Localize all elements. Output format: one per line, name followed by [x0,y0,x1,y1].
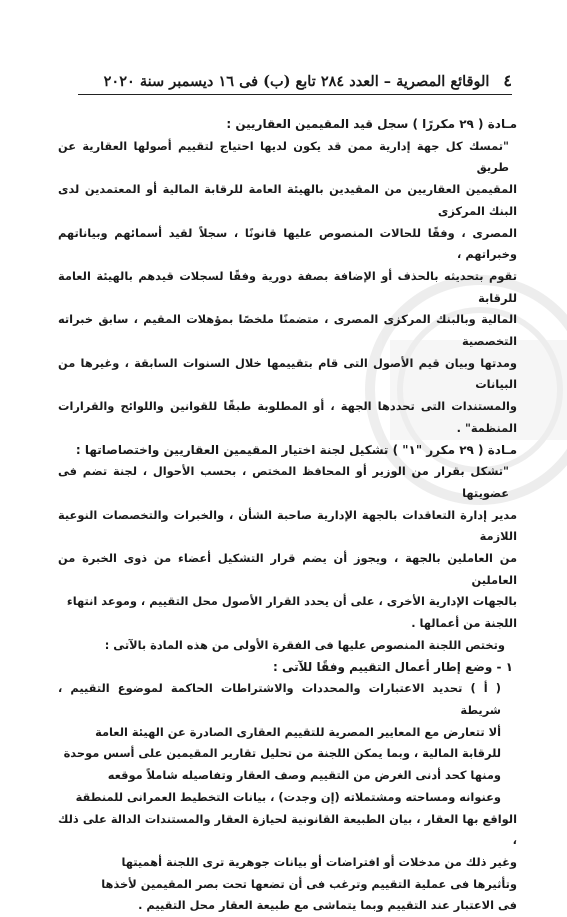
paragraph-line: اللجنة من أعمالها . [411,616,517,631]
article-29-bis-heading: مـادة ( ٢٩ مكررًا ) سجل قيد المقيمين العقاريين : [226,117,517,131]
item-1a-line: فى الاعتبار عند التقييم وبما يتماشى مع طبيعة العقار محل التقييم . [138,898,517,913]
page-header [78,62,512,90]
paragraph-line: تقوم بتحديثه بالحذف أو الإضافة بصفة دورية وفقًا لسجلات قيدهم بالهيئة العامة للرقابة [58,268,517,305]
article-29-bis1-heading: مـادة ( ٢٩ مكرر "١" ) تشكيل لجنة اختيار المقيمين العقاريين واختصاصاتها : [75,442,517,457]
item-1-heading: ١ - وضع إطار أعمال التقييم وفقًا للآتى : [273,659,513,674]
item-1a-line: ( أ ) تحديد الاعتبارات والمحددات والاشتراطات الحاكمة لموضوع التقييم ، شريطة [58,681,501,717]
paragraph-line: بالجهات الإدارية الأخرى ، على أن يحدد القرار الأصول محل التقييم ، وموعد انتهاء [66,594,517,609]
header-title: الوقائع المصرية – العدد ٢٨٤ تابع (ب) فى ١٦ ديسمبر سنة ٢٠٢٠ [103,73,490,90]
item-1a-line: ألا تتعارض مع المعايير المصرية للتقييم العقارى الصادرة عن الهيئة العامة [95,724,501,739]
paragraph-line: "تمسك كل جهة إدارية ممن قد يكون لديها احتياج لتقييم أصولها العقارية عن طريق [58,138,509,175]
paragraph-line: من العاملين بالجهة ، ويجوز أن يضم قرار التشكيل أعضاء من ذوى الخبرة من العاملين [58,551,517,587]
paragraph-line: ومدتها وبيان قيم الأصول التى قام بتقييمها خلال السنوات السابقة ، وغيرها من البيانات [58,355,517,392]
paragraph-line: والمستندات التى تحددها الجهة ، أو المطلوبة طبقًا للقوانين واللوائح والقرارات المنظمة" . [58,399,517,435]
paragraph-line: المقيمين العقاريين من المقيدين بالهيئة العامة للرقابة المالية أو المعتمدين لدى البنك المركزى [58,182,517,218]
document-body [58,114,517,917]
paragraph-line: المالية وبالبنك المركزى المصرى ، متضمنًا ملخصًا بمؤهلات المقيم ، سابق خبراته التخصصية [58,312,517,349]
item-1a-line: وغير ذلك من مدخلات أو افتراضات أو بيانات جوهرية ترى اللجنة أهميتها [121,854,517,869]
item-1a-line: الواقع بها العقار ، بيان الطبيعة القانونية لحيازة العقار والمستندات الدالة على ذلك ، [58,811,517,848]
paragraph-line: "تشكل بقرار من الوزير أو المحافظ المختص ، بحسب الأحوال ، لجنة تضم فى عضويتها [58,464,509,500]
competence-intro: وتختص اللجنة المنصوص عليها فى الفقرة الأولى من هذه المادة بالآتى : [104,637,505,652]
item-1a-line: وتأثيرها فى عملية التقييم وترغب فى أن تضعها تحت بصر المقيمين لأخذها [101,876,517,891]
item-1a-line: وعنوانه ومساحته ومشتملاته (إن وجدت) ، بيانات التخطيط العمرانى للمنطقة [75,789,501,804]
page-number: ٤ [503,71,512,90]
header-divider [78,94,512,95]
paragraph-line: المصرى ، وفقًا للحالات المنصوص عليها قانونًا ، سجلاً لقيد أسمائهم وبياناتهم وخبراتهم ، [58,225,517,262]
paragraph-line: مدير إدارة التعاقدات بالجهة الإدارية صاحبة الشأن ، والخبرات والتخصصات النوعية اللازمة [58,507,517,544]
item-1a-line: ومنها كحد أدنى الغرض من التقييم وصف العقار وتفاصيله شاملاً موقعه [107,768,501,783]
item-1a-line: للرقابة المالية ، وبما يمكن اللجنة من تحليل تقارير المقيمين على أسس موحدة [63,746,501,761]
